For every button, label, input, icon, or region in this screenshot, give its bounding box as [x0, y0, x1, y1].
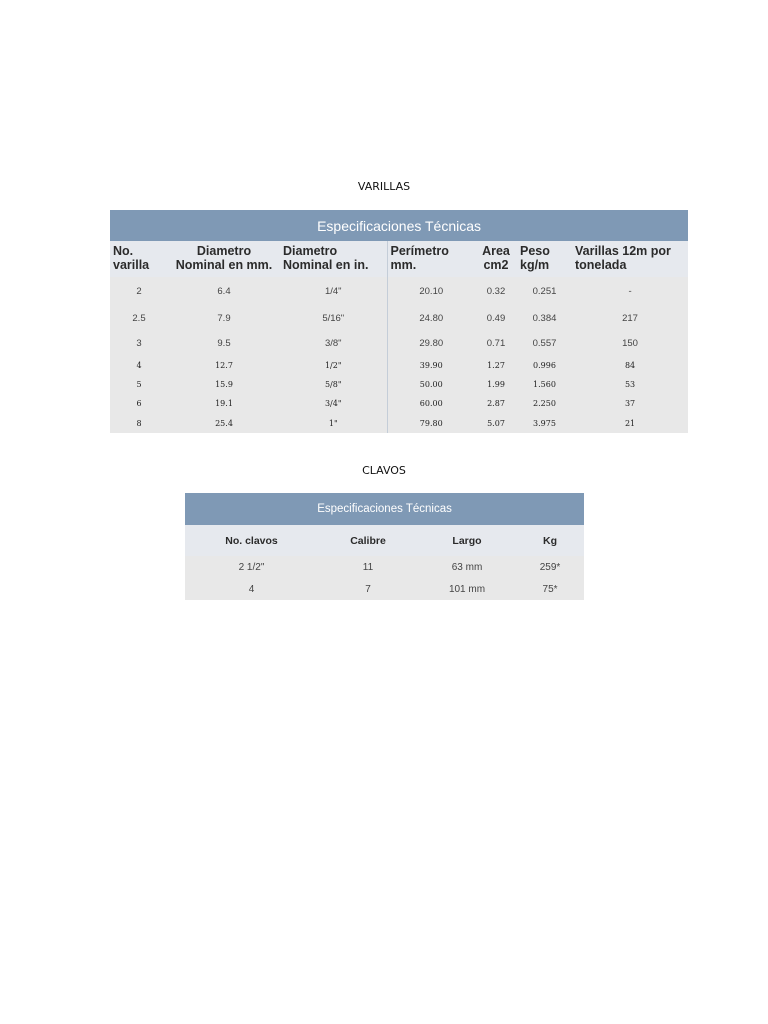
cell: 11 — [318, 556, 418, 578]
cell: 12.7 — [168, 356, 280, 375]
cell: 217 — [572, 306, 688, 331]
header-calibre: Calibre — [318, 525, 418, 556]
table-row — [110, 331, 688, 356]
cell: 1/2" — [280, 356, 387, 375]
varillas-section-title: VARILLAS — [357, 180, 411, 193]
cell: 15.9 — [168, 375, 280, 394]
cell: 4 — [185, 578, 318, 600]
cell: 5 — [110, 375, 168, 394]
cell: 1.560 — [517, 375, 572, 394]
cell: 3 — [110, 331, 168, 356]
clavos-band-title: Especificaciones Técnicas — [185, 493, 584, 525]
header-no-clavos: No. clavos — [185, 525, 318, 556]
header-area: Area cm2 — [475, 241, 517, 277]
cell: 7.9 — [168, 306, 280, 331]
cell: 7 — [318, 578, 418, 600]
varillas-table — [110, 210, 688, 433]
header-largo: Largo — [418, 525, 516, 556]
cell: 0.996 — [517, 356, 572, 375]
cell: 1" — [280, 413, 387, 433]
cell: 0.251 — [517, 277, 572, 306]
cell: 2 — [110, 277, 168, 306]
header-diametro-mm: Diametro Nominal en mm. — [168, 241, 280, 277]
cell: - — [572, 277, 688, 306]
clavos-band-row — [185, 493, 584, 525]
clavos-table — [185, 493, 584, 600]
table-row — [110, 413, 688, 433]
clavos-section-title: CLAVOS — [362, 464, 406, 477]
cell: 5/8" — [280, 375, 387, 394]
cell: 1.99 — [475, 375, 517, 394]
cell: 5.07 — [475, 413, 517, 433]
cell: 259* — [516, 556, 584, 578]
cell: 37 — [572, 394, 688, 413]
cell: 150 — [572, 331, 688, 356]
cell: 3.975 — [517, 413, 572, 433]
cell: 25.4 — [168, 413, 280, 433]
header-perimetro: Perímetro mm. — [387, 241, 475, 277]
cell: 39.90 — [387, 356, 475, 375]
varillas-header-row — [110, 241, 688, 277]
cell: 79.80 — [387, 413, 475, 433]
cell: 2 1/2" — [185, 556, 318, 578]
cell: 63 mm — [418, 556, 516, 578]
cell: 9.5 — [168, 331, 280, 356]
table-row — [110, 306, 688, 331]
cell: 1.27 — [475, 356, 517, 375]
header-no-varilla: No. varilla — [110, 241, 168, 277]
header-kg: Kg — [516, 525, 584, 556]
cell: 24.80 — [387, 306, 475, 331]
cell: 53 — [572, 375, 688, 394]
cell: 0.557 — [517, 331, 572, 356]
varillas-band-row — [110, 210, 688, 241]
cell: 50.00 — [387, 375, 475, 394]
cell: 8 — [110, 413, 168, 433]
table-row — [110, 277, 688, 306]
cell: 3/8" — [280, 331, 387, 356]
cell: 101 mm — [418, 578, 516, 600]
header-varillas-tonelada: Varillas 12m por tonelada — [572, 241, 688, 277]
cell: 2.87 — [475, 394, 517, 413]
cell: 0.49 — [475, 306, 517, 331]
cell: 2.5 — [110, 306, 168, 331]
table-row — [110, 375, 688, 394]
cell: 20.10 — [387, 277, 475, 306]
cell: 19.1 — [168, 394, 280, 413]
clavos-header-row — [185, 525, 584, 556]
cell: 21 — [572, 413, 688, 433]
cell: 6.4 — [168, 277, 280, 306]
header-diametro-in: Diametro Nominal en in. — [280, 241, 387, 277]
varillas-band-title: Especificaciones Técnicas — [110, 210, 688, 241]
cell: 2.250 — [517, 394, 572, 413]
cell: 6 — [110, 394, 168, 413]
cell: 29.80 — [387, 331, 475, 356]
cell: 0.384 — [517, 306, 572, 331]
cell: 4 — [110, 356, 168, 375]
cell: 75* — [516, 578, 584, 600]
cell: 0.32 — [475, 277, 517, 306]
cell: 0.71 — [475, 331, 517, 356]
table-row — [110, 394, 688, 413]
table-row — [110, 356, 688, 375]
cell: 3/4" — [280, 394, 387, 413]
table-row — [185, 578, 584, 600]
table-row — [185, 556, 584, 578]
cell: 5/16" — [280, 306, 387, 331]
cell: 1/4" — [280, 277, 387, 306]
cell: 84 — [572, 356, 688, 375]
cell: 60.00 — [387, 394, 475, 413]
header-peso: Peso kg/m — [517, 241, 572, 277]
